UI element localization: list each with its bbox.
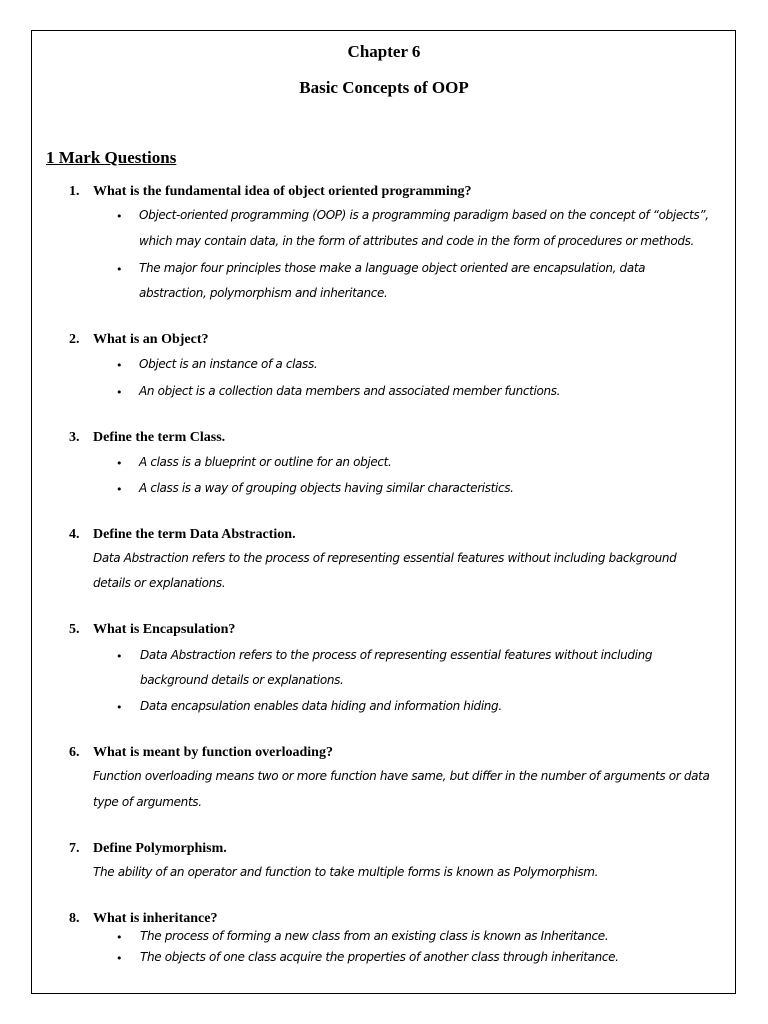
question-number: 2. (69, 332, 80, 347)
question-text: What is an Object? (93, 332, 209, 347)
chapter-heading: Chapter 6 (347, 42, 421, 61)
question-number: 1. (69, 184, 80, 199)
answer-line: details or explanations. (93, 576, 226, 590)
answer-line: The process of forming a new class from an existing class is known as Inheritance. (140, 929, 609, 943)
chapter-title: Basic Concepts of OOP (299, 78, 469, 97)
question-text: What is inheritance? (93, 911, 218, 926)
answer-line: Object is an instance of a class. (139, 357, 318, 371)
answer-line: Data encapsulation enables data hiding and information hiding. (140, 699, 502, 713)
question-number: 3. (69, 430, 80, 445)
question-text: What is Encapsulation? (93, 622, 236, 637)
question-text: Define Polymorphism. (93, 841, 227, 856)
question-number: 6. (69, 745, 80, 760)
answer-line: Function overloading means two or more function have same, but differ in the number of arguments or data (93, 769, 710, 783)
bullet-icon: • (116, 931, 123, 944)
question-text: Define the term Data Abstraction. (93, 527, 296, 542)
answer-line: background details or explanations. (140, 673, 344, 687)
bullet-icon: • (116, 483, 123, 496)
answer-line: Data Abstraction refers to the process of representing essential features without including (140, 648, 653, 662)
section-heading: 1 Mark Questions (46, 148, 177, 167)
answer-line: Object-oriented programming (OOP) is a programming paradigm based on the concept of “objects”, (139, 208, 709, 222)
answer-line: type of arguments. (93, 795, 202, 809)
bullet-icon: • (116, 952, 123, 965)
question-number: 4. (69, 527, 80, 542)
answer-line: The major four principles those make a language object oriented are encapsulation, data (139, 261, 646, 275)
question-number: 5. (69, 622, 80, 637)
question-text: What is meant by function overloading? (93, 745, 333, 760)
answer-line: which may contain data, in the form of attributes and code in the form of procedures or methods. (139, 234, 694, 248)
question-text: Define the term Class. (93, 430, 226, 445)
question-text: What is the fundamental idea of object oriented programming? (93, 184, 472, 199)
bullet-icon: • (116, 650, 123, 663)
question-number: 7. (69, 841, 80, 856)
bullet-icon: • (116, 701, 123, 714)
bullet-icon: • (116, 359, 123, 372)
question-number: 8. (69, 911, 80, 926)
answer-line: Data Abstraction refers to the process of representing essential features without including background (93, 551, 677, 565)
bullet-icon: • (116, 263, 123, 276)
answer-line: The ability of an operator and function to take multiple forms is known as Polymorphism. (93, 865, 599, 879)
bullet-icon: • (116, 386, 123, 399)
answer-line: A class is a blueprint or outline for an object. (139, 455, 392, 469)
answer-line: The objects of one class acquire the properties of another class through inheritance. (140, 950, 619, 964)
answer-line: An object is a collection data members and associated member functions. (139, 384, 561, 398)
bullet-icon: • (116, 457, 123, 470)
bullet-icon: • (116, 210, 123, 223)
answer-line: A class is a way of grouping objects having similar characteristics. (139, 481, 514, 495)
answer-line: abstraction, polymorphism and inheritance. (139, 286, 388, 300)
